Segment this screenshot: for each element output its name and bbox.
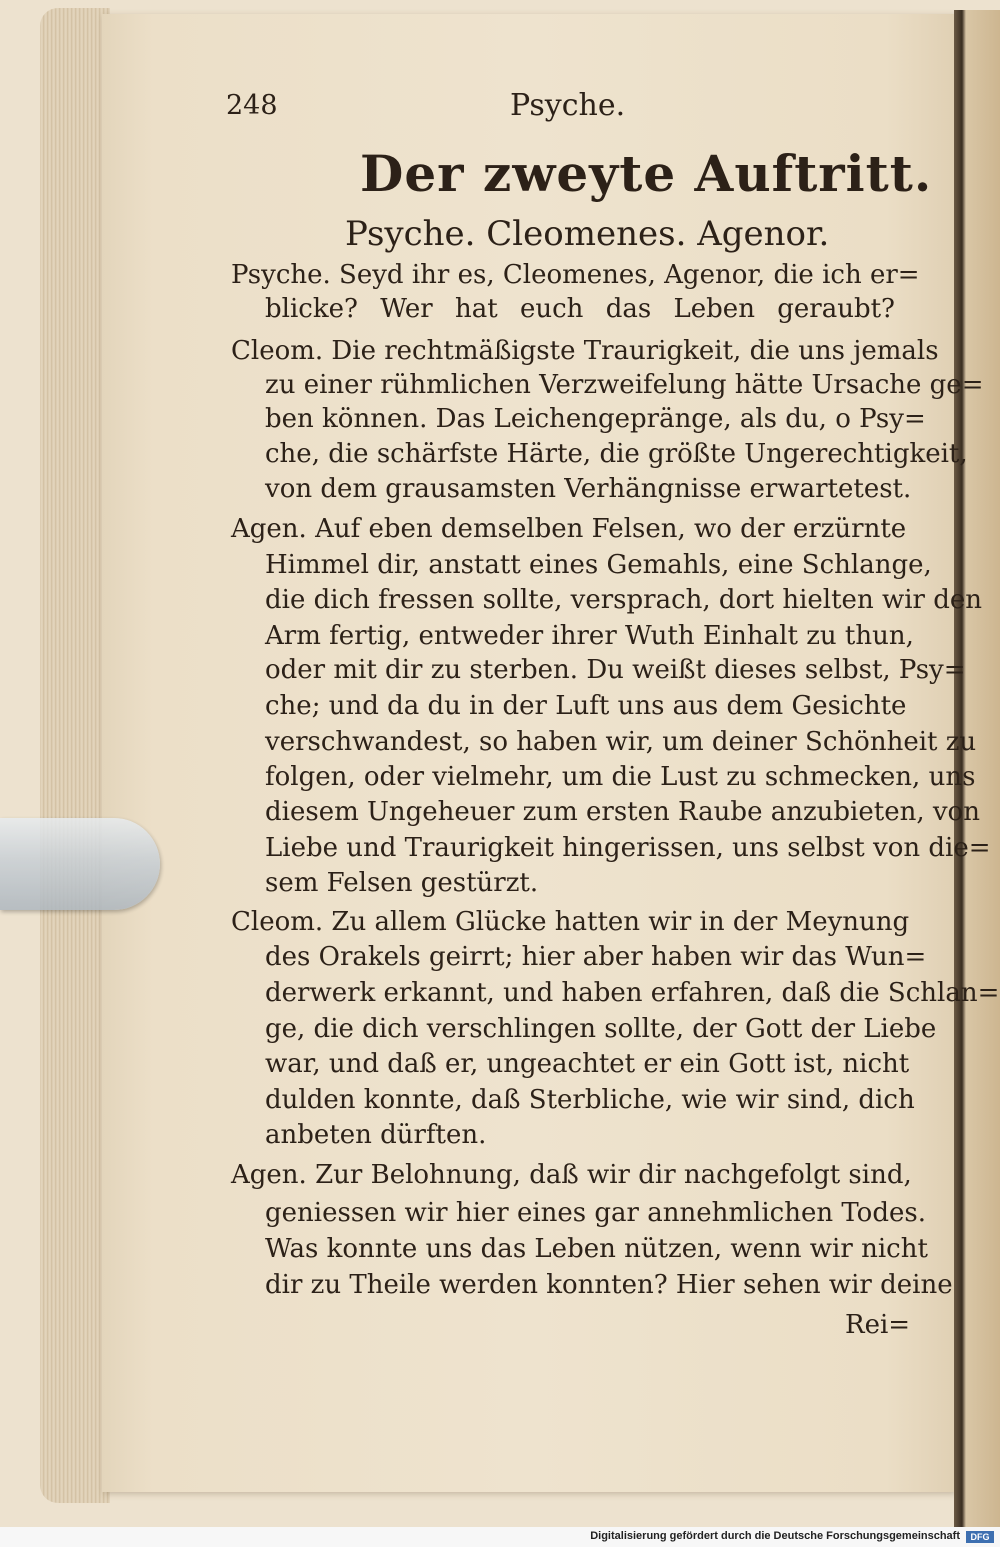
text-line: derwerk erkannt, und haben erfahren, daß die Schlan= <box>265 978 1000 1008</box>
text-line: ge, die dich verschlingen sollte, der Gott der Liebe <box>265 1014 937 1044</box>
dfg-logo: DFG <box>966 1531 994 1543</box>
text-line: diesem Ungeheuer zum ersten Raube anzubieten, von <box>265 797 980 827</box>
text-line: oder mit dir zu sterben. Du weißt dieses selbst, Psy= <box>265 655 966 685</box>
text-line: Agen. Auf eben demselben Felsen, wo der erzürnte <box>231 514 907 544</box>
page-holder-clip <box>0 818 160 910</box>
text-line: Himmel dir, anstatt eines Gemahls, eine Schlange, <box>265 550 932 580</box>
text-line: von dem grausamsten Verhängnisse erwartetest. <box>265 474 912 504</box>
text-line: ben können. Das Leichengepränge, als du, o Psy= <box>265 404 926 434</box>
character-list: Psyche. Cleomenes. Agenor. <box>345 214 830 254</box>
text-line: dir zu Theile werden konnten? Hier sehen wir deine <box>265 1270 953 1300</box>
text-line: dulden konnte, daß Sterbliche, wie wir sind, dich <box>265 1085 915 1115</box>
text-line: Agen. Zur Belohnung, daß wir dir nachgefolgt sind, <box>231 1160 912 1190</box>
page-number: 248 <box>226 90 278 121</box>
scene-title: Der zweyte Auftritt. <box>360 144 933 203</box>
text-line: die dich fressen sollte, versprach, dort hielten wir den <box>265 585 982 615</box>
text-line: war, und daß er, ungeachtet er ein Gott ist, nicht <box>265 1049 910 1079</box>
text-line: Arm fertig, entweder ihrer Wuth Einhalt zu thun, <box>265 621 914 651</box>
text-line: Cleom. Zu allem Glücke hatten wir in der Meynung <box>231 907 910 937</box>
text-line: che, die schärfste Härte, die größte Ungerechtigkeit, <box>265 439 968 469</box>
text-line: che; und da du in der Luft uns aus dem Gesichte <box>265 691 907 721</box>
text-line: folgen, oder vielmehr, um die Lust zu schmecken, uns <box>265 762 976 792</box>
funding-credit: Digitalisierung gefördert durch die Deutsche Forschungsgemeinschaft <box>590 1530 960 1542</box>
text-line: Was konnte uns das Leben nützen, wenn wir nicht <box>265 1234 928 1264</box>
text-line: zu einer rühmlichen Verzweifelung hätte Ursache ge= <box>265 370 984 400</box>
catchword: Rei= <box>845 1310 911 1340</box>
text-line: blicke? Wer hat euch das Leben geraubt? <box>265 294 895 324</box>
text-line: geniessen wir hier eines gar annehmlichen Todes. <box>265 1198 926 1228</box>
footer-bar <box>0 1527 1000 1547</box>
text-line: des Orakels geirrt; hier aber haben wir das Wun= <box>265 942 927 972</box>
text-line: Cleom. Die rechtmäßigste Traurigkeit, die uns jemals <box>231 336 939 366</box>
text-line: verschwandest, so haben wir, um deiner Schönheit zu <box>265 727 977 757</box>
text-line: anbeten dürften. <box>265 1120 487 1150</box>
running-title: Psyche. <box>510 88 626 123</box>
text-line: Liebe und Traurigkeit hingerissen, uns selbst von die= <box>265 833 991 863</box>
text-line: sem Felsen gestürzt. <box>265 868 539 898</box>
text-line: Psyche. Seyd ihr es, Cleomenes, Agenor, die ich er= <box>231 260 920 290</box>
